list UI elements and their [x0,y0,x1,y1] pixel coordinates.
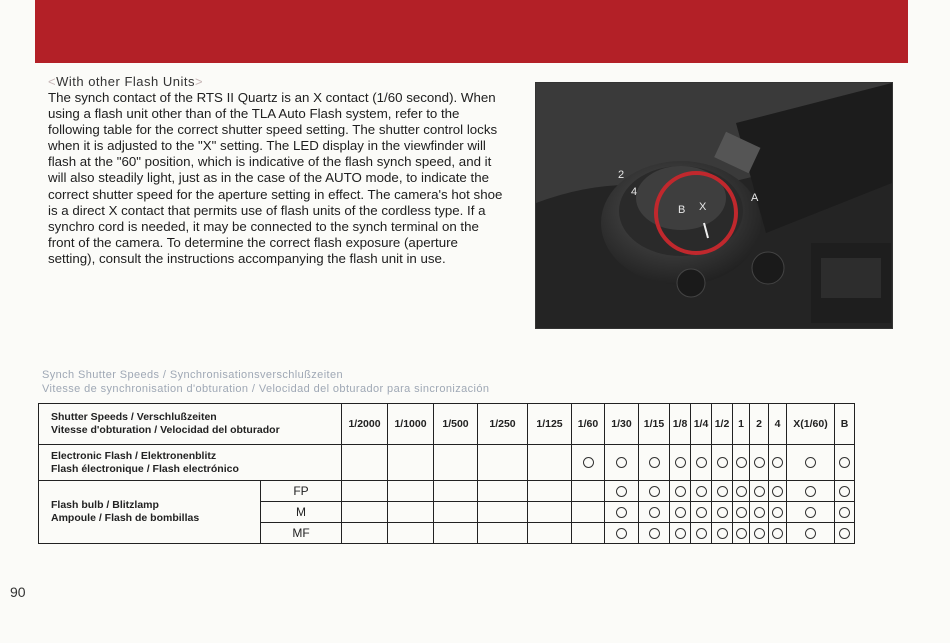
synch-ok-circle-icon [616,457,627,468]
synch-ok-circle-icon [675,507,686,518]
mark-cell [478,445,528,481]
bulb-label-line-2: Ampoule / Flash de bombillas [51,512,200,524]
mark-cell [572,502,605,523]
dial-label-x: X [699,201,707,213]
section-title [48,74,203,89]
synch-ok-circle-icon [649,486,660,497]
mark-cell [528,502,572,523]
mark-cell [528,523,572,544]
mark-cell [478,523,528,544]
sub-row-label-mf: MF [261,523,342,544]
mark-cell [528,481,572,502]
mark-cell [388,523,434,544]
dial-label-a: A [751,192,759,204]
mark-cell [691,502,712,523]
speed-header-cell: 1/250 [478,404,528,445]
synch-ok-circle-icon [805,457,816,468]
speed-header-cell: 1/4 [691,404,712,445]
synch-ok-circle-icon [772,528,783,539]
mark-cell [605,445,639,481]
open-bracket-glyph: < [48,74,57,89]
mark-cell [835,445,855,481]
synch-ok-circle-icon [696,457,707,468]
body-paragraph: The synch contact of the RTS II Quartz is an X contact (1/60 second). When using a flash unit other than of the TLA Auto Flash system, refer to the following table for the correct shutter speed setting. The shutter control locks when it is adjusted to the "X" setting. The LED display in the viewfinder will flash at the "60" position, which is indicative of the flash synch speed, and it will also steadily light, just as in the case of the AUTO mode, to indicate the correct shutter speed for the aperture setting in effect. The camera's hot shoe is a direct X contact that permits use of flash units of the cordless type. If a synchro cord is needed, it may be connected to the synch terminal on the front of the camera. To determine the correct flash exposure (aperture setting), consult the instructions accompanying the flash unit in use. [48,90,503,266]
speed-header-cell: 1/30 [605,404,639,445]
mark-cell [434,481,478,502]
synch-ok-circle-icon [736,486,747,497]
mark-cell [769,481,787,502]
table-caption-line-1: Synch Shutter Speeds / Synchronisationsverschlußzeiten [42,369,344,381]
synch-ok-circle-icon [839,507,850,518]
synch-ok-circle-icon [583,457,594,468]
synch-ok-circle-icon [696,486,707,497]
mark-cell [750,502,769,523]
electronic-label-line-1: Electronic Flash / Elektronenblitz [51,449,217,462]
speed-header-cell: 1/500 [434,404,478,445]
speed-header-cell: 1/15 [639,404,670,445]
header-label-cell [39,404,342,445]
mark-cell [605,502,639,523]
synch-ok-circle-icon [616,486,627,497]
synch-ok-circle-icon [717,528,728,539]
page-number: 90 [10,584,26,600]
synch-ok-circle-icon [649,457,660,468]
dial-label-b: B [678,204,686,216]
mark-cell [670,502,691,523]
dial-label-4: 4 [631,186,638,198]
header-color-bar [35,0,908,63]
mark-cell [572,523,605,544]
speed-header-cell: 1/8 [670,404,691,445]
mark-cell [787,502,835,523]
bulb-label-line-1: Flash bulb / Blitzlamp [51,499,159,511]
synch-ok-circle-icon [736,457,747,468]
table-header-row [39,404,855,445]
electronic-flash-label-cell [39,445,342,481]
speed-header-cell: 1/2000 [342,404,388,445]
mark-cell [835,502,855,523]
mark-cell [733,445,750,481]
synch-ok-circle-icon [675,486,686,497]
mark-cell [750,445,769,481]
synch-ok-circle-icon [696,528,707,539]
synch-ok-circle-icon [772,457,783,468]
mark-cell [342,502,388,523]
mark-cell [605,523,639,544]
mark-cell [434,445,478,481]
dial-label-2: 2 [618,169,625,181]
synch-ok-circle-icon [839,457,850,468]
mark-cell [478,481,528,502]
speed-header-cell: 1 [733,404,750,445]
section-title-text: With other Flash Units [56,74,195,89]
synch-ok-circle-icon [754,486,765,497]
mark-cell [691,445,712,481]
mark-cell [787,445,835,481]
mark-cell [787,523,835,544]
synch-ok-circle-icon [616,507,627,518]
mark-cell [528,445,572,481]
mark-cell [691,523,712,544]
mark-cell [639,523,670,544]
speed-header-cell: 2 [750,404,769,445]
mark-cell [750,481,769,502]
mark-cell [670,523,691,544]
mark-cell [787,481,835,502]
mark-cell [434,502,478,523]
mark-cell [639,502,670,523]
synch-ok-circle-icon [754,528,765,539]
mark-cell [670,481,691,502]
speed-header-cell: 1/60 [572,404,605,445]
mark-cell [478,502,528,523]
mark-cell [434,523,478,544]
flash-bulb-label-cell [39,481,261,544]
mark-cell [835,481,855,502]
close-bracket-glyph: > [194,74,204,89]
mark-cell [835,523,855,544]
mark-cell [691,481,712,502]
synch-ok-circle-icon [649,528,660,539]
synch-ok-circle-icon [717,486,728,497]
speed-header-cell: 1/2 [712,404,733,445]
mark-cell [712,481,733,502]
speed-header-cell: X(1/60) [787,404,835,445]
mark-cell [342,523,388,544]
mark-cell [750,523,769,544]
synch-ok-circle-icon [805,486,816,497]
synch-ok-circle-icon [616,528,627,539]
mark-cell [388,445,434,481]
flash-synch-table-wrapper [38,403,855,544]
synch-ok-circle-icon [805,528,816,539]
mark-cell [733,523,750,544]
synch-ok-circle-icon [839,528,850,539]
mark-cell [733,502,750,523]
speed-header-cell: 1/125 [528,404,572,445]
header-label-line-1: Shutter Speeds / Verschlußzeiten [51,411,217,423]
synch-ok-circle-icon [736,507,747,518]
synch-ok-circle-icon [772,507,783,518]
speed-header-cell: 4 [769,404,787,445]
camera-dial-photo [535,82,893,329]
mark-cell [342,481,388,502]
speed-header-cell: B [835,404,855,445]
synch-ok-circle-icon [696,507,707,518]
mark-cell [639,445,670,481]
mark-cell [388,481,434,502]
synch-ok-circle-icon [717,457,728,468]
synch-ok-circle-icon [839,486,850,497]
mark-cell [769,523,787,544]
mark-cell [712,502,733,523]
synch-ok-circle-icon [675,528,686,539]
synch-ok-circle-icon [736,528,747,539]
synch-ok-circle-icon [649,507,660,518]
header-label-line-2: Vitesse d'obturation / Velocidad del obturador [51,424,280,436]
sub-row-label-fp: FP [261,481,342,502]
mark-cell [769,445,787,481]
mark-cell [605,481,639,502]
mark-cell [712,523,733,544]
synch-ok-circle-icon [772,486,783,497]
mark-cell [769,502,787,523]
mark-cell [342,445,388,481]
table-row-fp [39,481,855,502]
synch-ok-circle-icon [805,507,816,518]
table-row-electronic [39,445,855,481]
sub-row-label-m: M [261,502,342,523]
synch-ok-circle-icon [717,507,728,518]
mark-cell [639,481,670,502]
mark-cell [572,481,605,502]
speed-header-cell: 1/1000 [388,404,434,445]
mark-cell [733,481,750,502]
mark-cell [572,445,605,481]
flash-synch-table [38,403,855,544]
mark-cell [712,445,733,481]
mark-cell [670,445,691,481]
electronic-label-line-2: Flash électronique / Flash electrónico [51,462,239,475]
synch-ok-circle-icon [754,507,765,518]
synch-ok-circle-icon [754,457,765,468]
mark-cell [388,502,434,523]
synch-ok-circle-icon [675,457,686,468]
table-caption-line-2: Vitesse de synchronisation d'obturation / Velocidad del obturador para sincronización [42,383,490,395]
